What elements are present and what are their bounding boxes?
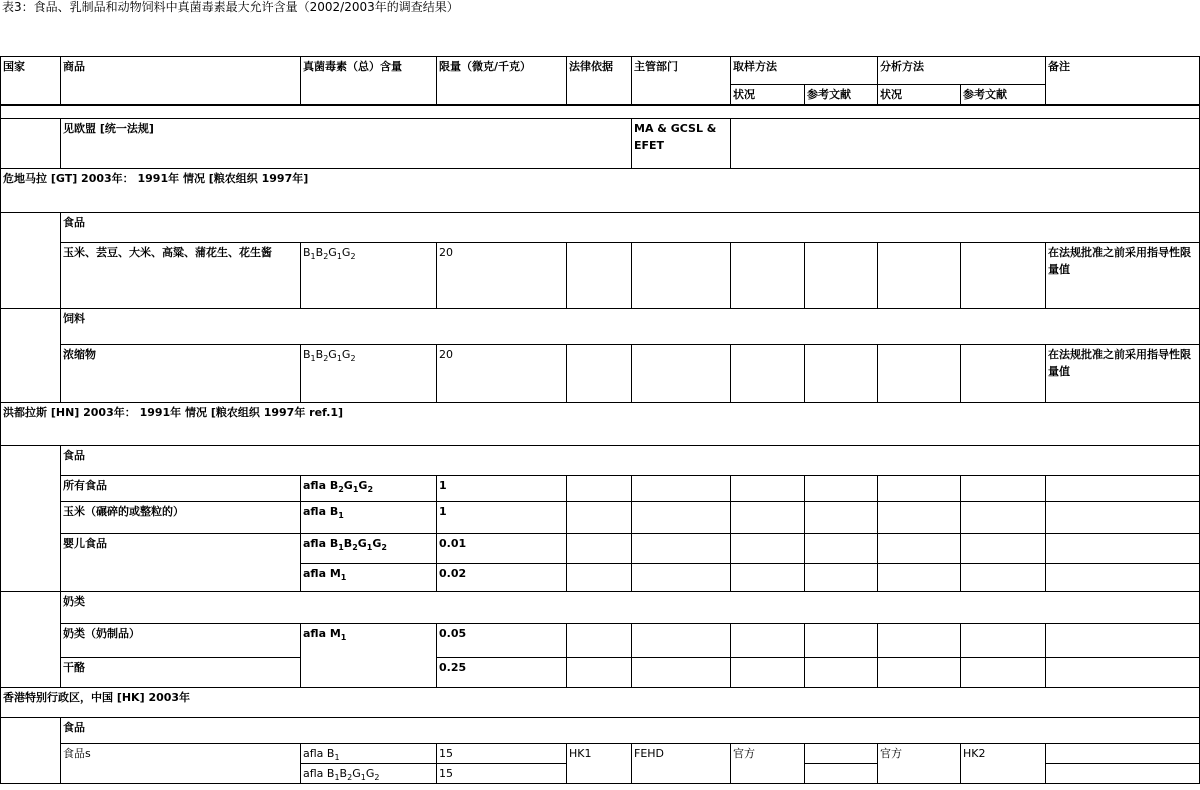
- mycotoxin-cell: afla $B_1$: [301, 744, 437, 764]
- header-legal: 法律依据: [567, 57, 632, 106]
- commodity-cell: 浓缩物: [61, 345, 301, 403]
- country-title: 香港特别行政区，中国 [HK] 2003年: [1, 688, 1200, 718]
- commodity-cell: 婴儿食品: [61, 534, 301, 592]
- mycotoxin-cell: afla $B_2G_1G_2$: [301, 476, 437, 502]
- limit-cell: 20: [437, 243, 567, 309]
- header-commodity: 商品: [61, 57, 301, 106]
- limit-cell: 0.01: [437, 534, 567, 564]
- header-sampling-status: 状况: [731, 85, 805, 106]
- eu-reference: 见欧盟 [统一法规]: [61, 119, 632, 169]
- analysis-reference-cell: HK2: [961, 744, 1046, 784]
- category-row: [1, 446, 1200, 476]
- header-remarks: 备注: [1046, 57, 1200, 106]
- limit-cell: 0.02: [437, 564, 567, 592]
- limit-cell: 1: [437, 502, 567, 534]
- mycotoxin-cell: $B_1B_2G_1G_2$: [301, 345, 437, 403]
- table-row: [1, 243, 1200, 309]
- commodity-cell: 玉米、芸豆、大米、高粱、蒲花生、花生酱: [61, 243, 301, 309]
- country-title: 洪都拉斯 [HN] 2003年： 1991年 情况 [粮农组织 1997年 ref.1]: [1, 403, 1200, 446]
- limit-cell: 1: [437, 476, 567, 502]
- table-row: [1, 502, 1200, 534]
- authority-cell: FEHD: [632, 744, 731, 784]
- category-row: [1, 718, 1200, 744]
- header-authority: 主管部门: [632, 57, 731, 106]
- limit-cell: 20: [437, 345, 567, 403]
- remarks-cell: 在法规批准之前采用指导性限量值: [1046, 345, 1200, 403]
- mycotoxin-cell: afla $M_1$: [301, 564, 437, 592]
- category-label: 饲料: [61, 309, 1200, 345]
- commodity-cell: 食品s: [61, 744, 301, 784]
- table-row: [1, 658, 1200, 688]
- header-country: 国家: [1, 57, 61, 106]
- mycotoxin-table: [0, 56, 1200, 784]
- analysis-status-cell: 官方: [878, 744, 961, 784]
- country-row-hongkong: [1, 688, 1200, 718]
- sampling-status-cell: 官方: [731, 744, 805, 784]
- limit-cell: 15: [437, 744, 567, 764]
- eu-row: [1, 119, 1200, 169]
- table-row: [1, 345, 1200, 403]
- mycotoxin-cell: afla $B_1B_2G_1G_2$: [301, 764, 437, 784]
- table-row: [1, 476, 1200, 502]
- table-row: [1, 744, 1200, 764]
- eu-authority: MA & GCSL & EFET: [632, 119, 731, 169]
- header-limit: 限量（微克/千克）: [437, 57, 567, 106]
- header-sampling-reference: 参考文献: [805, 85, 878, 106]
- remarks-cell: 在法规批准之前采用指导性限量值: [1046, 243, 1200, 309]
- mycotoxin-cell: afla $B_1$: [301, 502, 437, 534]
- mycotoxin-cell: $B_1B_2G_1G_2$: [301, 243, 437, 309]
- table-caption: 表3：食品、乳制品和动物饲料中真菌毒素最大允许含量（2002/2003年的调查结果）: [2, 0, 459, 14]
- table-row: [1, 624, 1200, 658]
- category-row: [1, 213, 1200, 243]
- country-row-honduras: [1, 403, 1200, 446]
- spacer-row: [1, 105, 1200, 119]
- category-label: 食品: [61, 718, 1200, 744]
- category-row: [1, 592, 1200, 624]
- header-mycotoxin: 真菌毒素（总）含量: [301, 57, 437, 106]
- mycotoxin-cell: afla $B_1B_2G_1G_2$: [301, 534, 437, 564]
- mycotoxin-cell: afla $M_1$: [301, 624, 437, 688]
- header-analysis: 分析方法: [878, 57, 1046, 85]
- commodity-cell: 干酪: [61, 658, 301, 688]
- header-sampling: 取样方法: [731, 57, 878, 85]
- limit-cell: 0.25: [437, 658, 567, 688]
- limit-cell: 0.05: [437, 624, 567, 658]
- country-title: 危地马拉 [GT] 2003年： 1991年 情况 [粮农组织 1997年]: [1, 169, 1200, 213]
- limit-cell: 15: [437, 764, 567, 784]
- category-label: 食品: [61, 446, 1200, 476]
- header-row: [1, 57, 1200, 85]
- category-row: [1, 309, 1200, 345]
- commodity-cell: 所有食品: [61, 476, 301, 502]
- country-row-guatemala: [1, 169, 1200, 213]
- commodity-cell: 奶类（奶制品）: [61, 624, 301, 658]
- category-label: 奶类: [61, 592, 1200, 624]
- legal-cell: HK1: [567, 744, 632, 784]
- header-analysis-status: 状况: [878, 85, 961, 106]
- commodity-cell: 玉米（碾碎的或整粒的）: [61, 502, 301, 534]
- header-analysis-reference: 参考文献: [961, 85, 1046, 106]
- table-row: [1, 534, 1200, 564]
- category-label: 食品: [61, 213, 1200, 243]
